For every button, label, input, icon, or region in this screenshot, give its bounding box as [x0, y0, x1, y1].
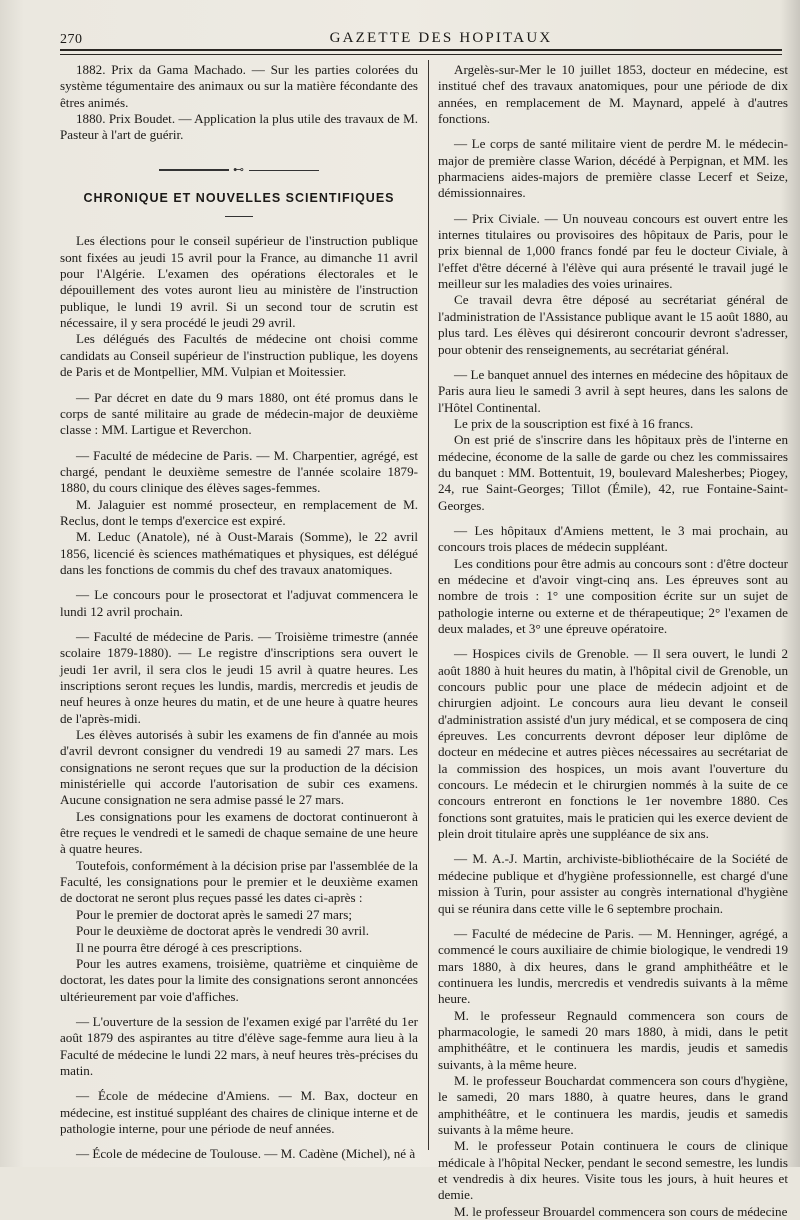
paragraph: — École de médecine de Toulouse. — M. Cadène (Michel), né à	[76, 1146, 416, 1162]
paragraph: M. le professeur Regnauld commencera son cours de pharmacologie, le samedi 20 mars 1880, à midi, dans le petit amphithéâtre, et le continuera les mardis, jeudis et samedis suivants, à la même heure.	[438, 1007, 788, 1072]
paragraph: Toutefois, conformément à la décision prise par l'assemblée de la Faculté, les consignations pour le premier et le deuxième examen de doctorat ne seront plus reçues passé les dates ci-après :	[60, 857, 418, 906]
paragraph: 1882. Prix da Gama Machado. — Sur les parties colorées du système tégumentaire des animaux ou sur la matière fécondante des êtres animés.	[60, 62, 418, 110]
paragraph: — Le concours pour le prosectorat et l'adjuvat commencera le lundi 12 avril prochain.	[60, 587, 418, 619]
right-column	[438, 62, 788, 1220]
header-rule-thin	[60, 54, 782, 55]
paragraph: On est prié de s'inscrire dans les hôpitaux près de l'interne en médecine, économe de la salle de garde ou chez les commissaires du banquet : MM. Bottentuit, 19, boulevard Malesherbes; Piogey, 24, rue Saint-Georges; Tillot (Émile), 42, rue Fontaine-Saint-Georges.	[438, 432, 788, 513]
paragraph: Les consignations pour les examens de doctorat continueront à être reçues le vendredi et le samedi de chaque semaine de une heure à quatre heures.	[60, 808, 418, 857]
left-column	[60, 62, 418, 1163]
paragraph: Le prix de la souscription est fixé à 16 francs.	[454, 415, 694, 431]
paragraph: M. le professeur Potain continuera le cours de clinique médicale à l'hôpital Necker, pendant le second semestre, les lundis et vendredis à dix heures. Visite tous les jours, à huit heures et demie.	[438, 1138, 788, 1203]
paragraph: Pour le deuxième de doctorat après le vendredi 30 avril.	[76, 923, 370, 939]
page-number: 270	[60, 32, 83, 47]
section-ornament	[60, 162, 418, 178]
paragraph: Il ne pourra être dérogé à ces prescriptions.	[76, 939, 303, 955]
paragraph: Pour le premier de doctorat après le samedi 27 mars;	[76, 906, 352, 922]
section-title: CHRONIQUE ET NOUVELLES SCIENTIFIQUES	[83, 191, 395, 206]
ornament-glyph: ⊷	[233, 163, 245, 176]
paragraph: Argelès-sur-Mer le 10 juillet 1853, docteur en médecine, est institué chef des travaux anatomiques, pour une période de dix années, en remplacement de M. Maynard, appelé à d'autres fonctions.	[438, 62, 788, 127]
paragraph: Pour les autres examens, troisième, quatrième et cinquième de doctorat, les dates pour la limite des consignations seront annoncées ultérieurement par voie d'affiches.	[60, 955, 418, 1004]
header-rule-thick	[60, 49, 782, 51]
paragraph: — M. A.-J. Martin, archiviste-bibliothécaire de la Société de médecine publique et d'hygiène professionnelle, est chargé d'une mission à Turin, pour assister au congrès international d'hygiène qui se réunira dans cette ville le 6 septembre prochain.	[438, 851, 788, 916]
paragraph: Les conditions pour être admis au concours sont : d'être docteur en médecine et d'avoir vingt-cinq ans. Les épreuves sont au nombre de trois : 1° une composition écrite sur un sujet de pathologie interne ou externe et de thérapeutique; 2° l'examen de deux malades, et 3° une épreuve opératoire.	[438, 555, 788, 636]
paragraph: — Les hôpitaux d'Amiens mettent, le 3 mai prochain, au concours trois places de médecin suppléant.	[438, 522, 788, 555]
paragraph: — L'ouverture de la session de l'examen exigé par l'arrêté du 1er août 1879 des aspirantes au titre d'élève sage-femme aura lieu à la Faculté de médecine le lundi 22 mars, à neuf heures très-précises du matin.	[60, 1013, 418, 1078]
paragraph: — Prix Civiale. — Un nouveau concours est ouvert entre les internes titulaires ou provisoires des hôpitaux de Paris, pour le prix biennal de 1,000 francs fondé par feu le docteur Civiale, à l'effet d'être décerné à l'élève qui aura présenté le travail jugé le meilleur sur les maladies des voies urinaires.	[438, 210, 788, 292]
column-divider	[428, 60, 429, 1150]
paragraph: — Faculté de médecine de Paris. — Troisième trimestre (année scolaire 1879-1880). — Le registre d'inscriptions sera ouvert le jeudi 1er avril, il sera clos le jeudi 15 avril à quatre heures. Les inscriptions seront reçues les lundis, mardis, mercredis et jeudis de neuf heures à onze heures du matin, et de une heure à quatre heures de l'après-midi.	[60, 628, 418, 726]
paragraph: M. le professeur Bouchardat commencera son cours d'hygiène, le samedi, 20 mars 1880, à quatre heures, dans le grand amphithéâtre, et le continuera les mardis, jeudis et samedis suivants à la même heure.	[438, 1072, 788, 1137]
paragraph: M. Leduc (Anatole), né à Oust-Marais (Somme), le 22 avril 1856, licencié ès sciences mathématiques et physiques, est délégué dans les fonctions de commis du chef des travaux anatomiques.	[60, 529, 418, 577]
paragraph: — Par décret en date du 9 mars 1880, ont été promus dans le corps de santé militaire au grade de médecin-major de deuxième classe : MM. Lartigue et Reverchon.	[60, 389, 418, 438]
paragraph: — Le corps de santé militaire vient de perdre M. le médecin-major de première classe Warion, décédé à Perpignan, et MM. les pharmaciens aides-majors de première classe Lecerf et Seize, démissionnaires.	[438, 136, 788, 201]
paragraph: Les délégués des Facultés de médecine ont choisi comme candidats au Conseil supérieur de l'instruction publique, les doyens de Paris et de Montpellier, MM. Vulpian et Moitessier.	[60, 331, 418, 380]
paragraph: 1880. Prix Boudet. — Application la plus utile des travaux de M. Pasteur à l'art de guérir.	[60, 111, 418, 143]
paragraph: Les élèves autorisés à subir les examens de fin d'année au mois d'avril devront consigner du vendredi 19 au samedi 27 mars. Les consignations ne seront reçues que sur la production de la décision ministérielle qui accorde l'autorisation de subir ces examens. Aucune consignation ne sera admise passé le 27 mars.	[60, 727, 418, 808]
paragraph: M. le professeur Brouardel commencera son cours de médecine	[454, 1203, 788, 1219]
paragraph: Les élections pour le conseil supérieur de l'instruction publique sont fixées au jeudi 15 avril pour la France, au dimanche 11 avril pour l'Algérie. L'examen des opérations électorales et le dépouillement des votes auront lieu au ministère de l'instruction publique, le lundi 19 avril. Si un second tour de scrutin est nécessaire, il y sera procédé le jeudi 29 avril.	[60, 233, 418, 331]
paragraph: — Faculté de médecine de Paris. — M. Charpentier, agrégé, est chargé, pendant le deuxième semestre de l'année scolaire 1879-1880, du cours clinique des élèves sages-femmes.	[60, 447, 418, 496]
paragraph: Ce travail devra être déposé au secrétariat général de l'administration de l'Assistance publique avant le 15 août 1880, au plus tard. Les élèves qui désireront concourir devront s'adresser, pour obtenir des renseignements, au secrétariat général.	[438, 292, 788, 357]
paragraph: — Faculté de médecine de Paris. — M. Henninger, agrégé, a commencé le cours auxiliaire de chimie biologique, le vendredi 19 mars 1880, à dix heures, dans le grand amphithéâtre et le continuera les lundis, mercredis et vendredis suivants à la même heure.	[438, 925, 788, 1007]
journal-title: GAZETTE DES HOPITAUX	[329, 30, 553, 46]
paragraph: — Hospices civils de Grenoble. — Il sera ouvert, le lundi 2 août 1880 à huit heures du matin, à l'hôpital civil de Grenoble, un concours public pour une place de médecin adjoint et de chirurgien adjoint. Le concours aura lieu devant le conseil d'administration assisté d'un jury médical, et se composera de cinq épreuves. Les concurrents devront déposer leur diplôme de docteur en médecine et autres pièces nécessaires au secrétariat de la commission des hospices, un mois avant l'ouverture du concours. Le médecin et le chirurgien nommés à la suite de ce concours entreront en fonctions le 1er novembre 1880. Ces fonctions sont gratuites, mais le praticien qui les exerce devient de plein droit titulaire après une suppléance de six ans.	[438, 646, 788, 842]
paragraph: — École de médecine d'Amiens. — M. Bax, docteur en médecine, est institué suppléant des chaires de clinique interne et de pathologie interne, pour une période de neuf années.	[60, 1088, 418, 1136]
paragraph: — Le banquet annuel des internes en médecine des hôpitaux de Paris aura lieu le samedi 3 avril à sept heures, dans les salons de l'Hôtel Continental.	[438, 366, 788, 415]
paragraph: M. Jalaguier est nommé prosecteur, en remplacement de M. Reclus, dont le temps d'exercice est expiré.	[60, 496, 418, 528]
section-rule	[225, 216, 253, 217]
